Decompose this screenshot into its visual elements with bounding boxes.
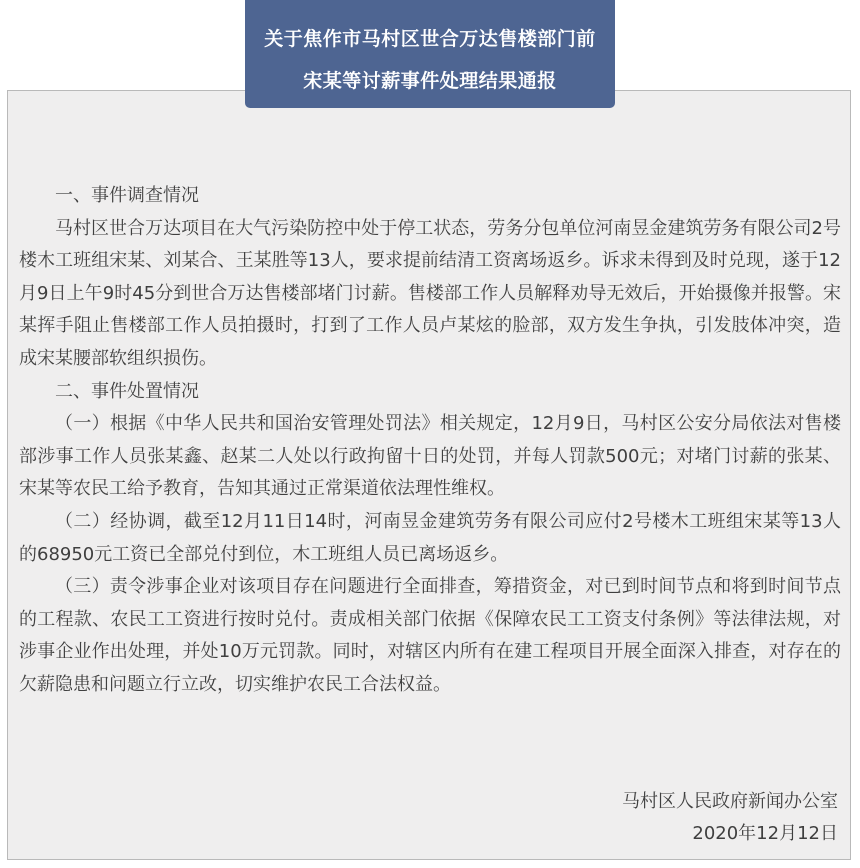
signature-block [622, 786, 838, 850]
title-line-1: 关于焦作市马村区世合万达售楼部门前 [264, 28, 596, 50]
handling-item-3: （三）责令涉事企业对该项目存在问题进行全面排查，筹措资金，对已到时间节点和将到时间节点的工程款、农民工工资进行按时兑付。责成相关部门依据《保障农民工工资支付条例》等法律法规，对涉事企业作出处理，并处10万元罚款。同时，对辖区内所有在建工程项目开展全面深入排查，对存在的欠薪隐患和问题立行立改，切实维护农民工合法权益。 [19, 576, 841, 695]
section-heading-handling: 二、事件处置情况 [55, 380, 199, 402]
handling-item-2: （二）经协调，截至12月11日14时，河南昱金建筑劳务有限公司应付2号楼木工班组宋某等13人的68950元工资已全部兑付到位，木工班组人员已离场返乡。 [19, 510, 841, 565]
title-banner [245, 0, 615, 108]
signature-date: 2020年12月12日 [692, 823, 838, 844]
notice-body [19, 180, 841, 702]
section-heading-investigation: 一、事件调查情况 [55, 185, 199, 206]
title-line-2: 宋某等讨薪事件处理结果通报 [303, 70, 557, 92]
investigation-paragraph: 马村区世合万达项目在大气污染防控中处于停工状态，劳务分包单位河南昱金建筑劳务有限公司2号楼木工班组宋某、刘某合、王某胜等13人，要求提前结清工资离场返乡。诉求未得到及时兑现，遂于12月9日上午9时45分到世合万达售楼部堵门讨薪。售楼部工作人员解释劝导无效后，开始摄像并报警。宋某挥手阻止售楼部工作人员拍摄时，打到了工作人员卢某炫的脸部，双方发生争执，引发肢体冲突，造成宋某腰部软组织损伤。 [19, 217, 841, 369]
signature-organization: 马村区人民政府新闻办公室 [622, 791, 838, 812]
handling-item-1: （一）根据《中华人民共和国治安管理处罚法》相关规定，12月9日，马村区公安分局依法对售楼部涉事工作人员张某鑫、赵某二人处以行政拘留十日的处罚，并每人罚款500元；对堵门讨薪的张某、宋某等农民工给予教育，告知其通过正常渠道依法理性维权。 [19, 413, 841, 500]
